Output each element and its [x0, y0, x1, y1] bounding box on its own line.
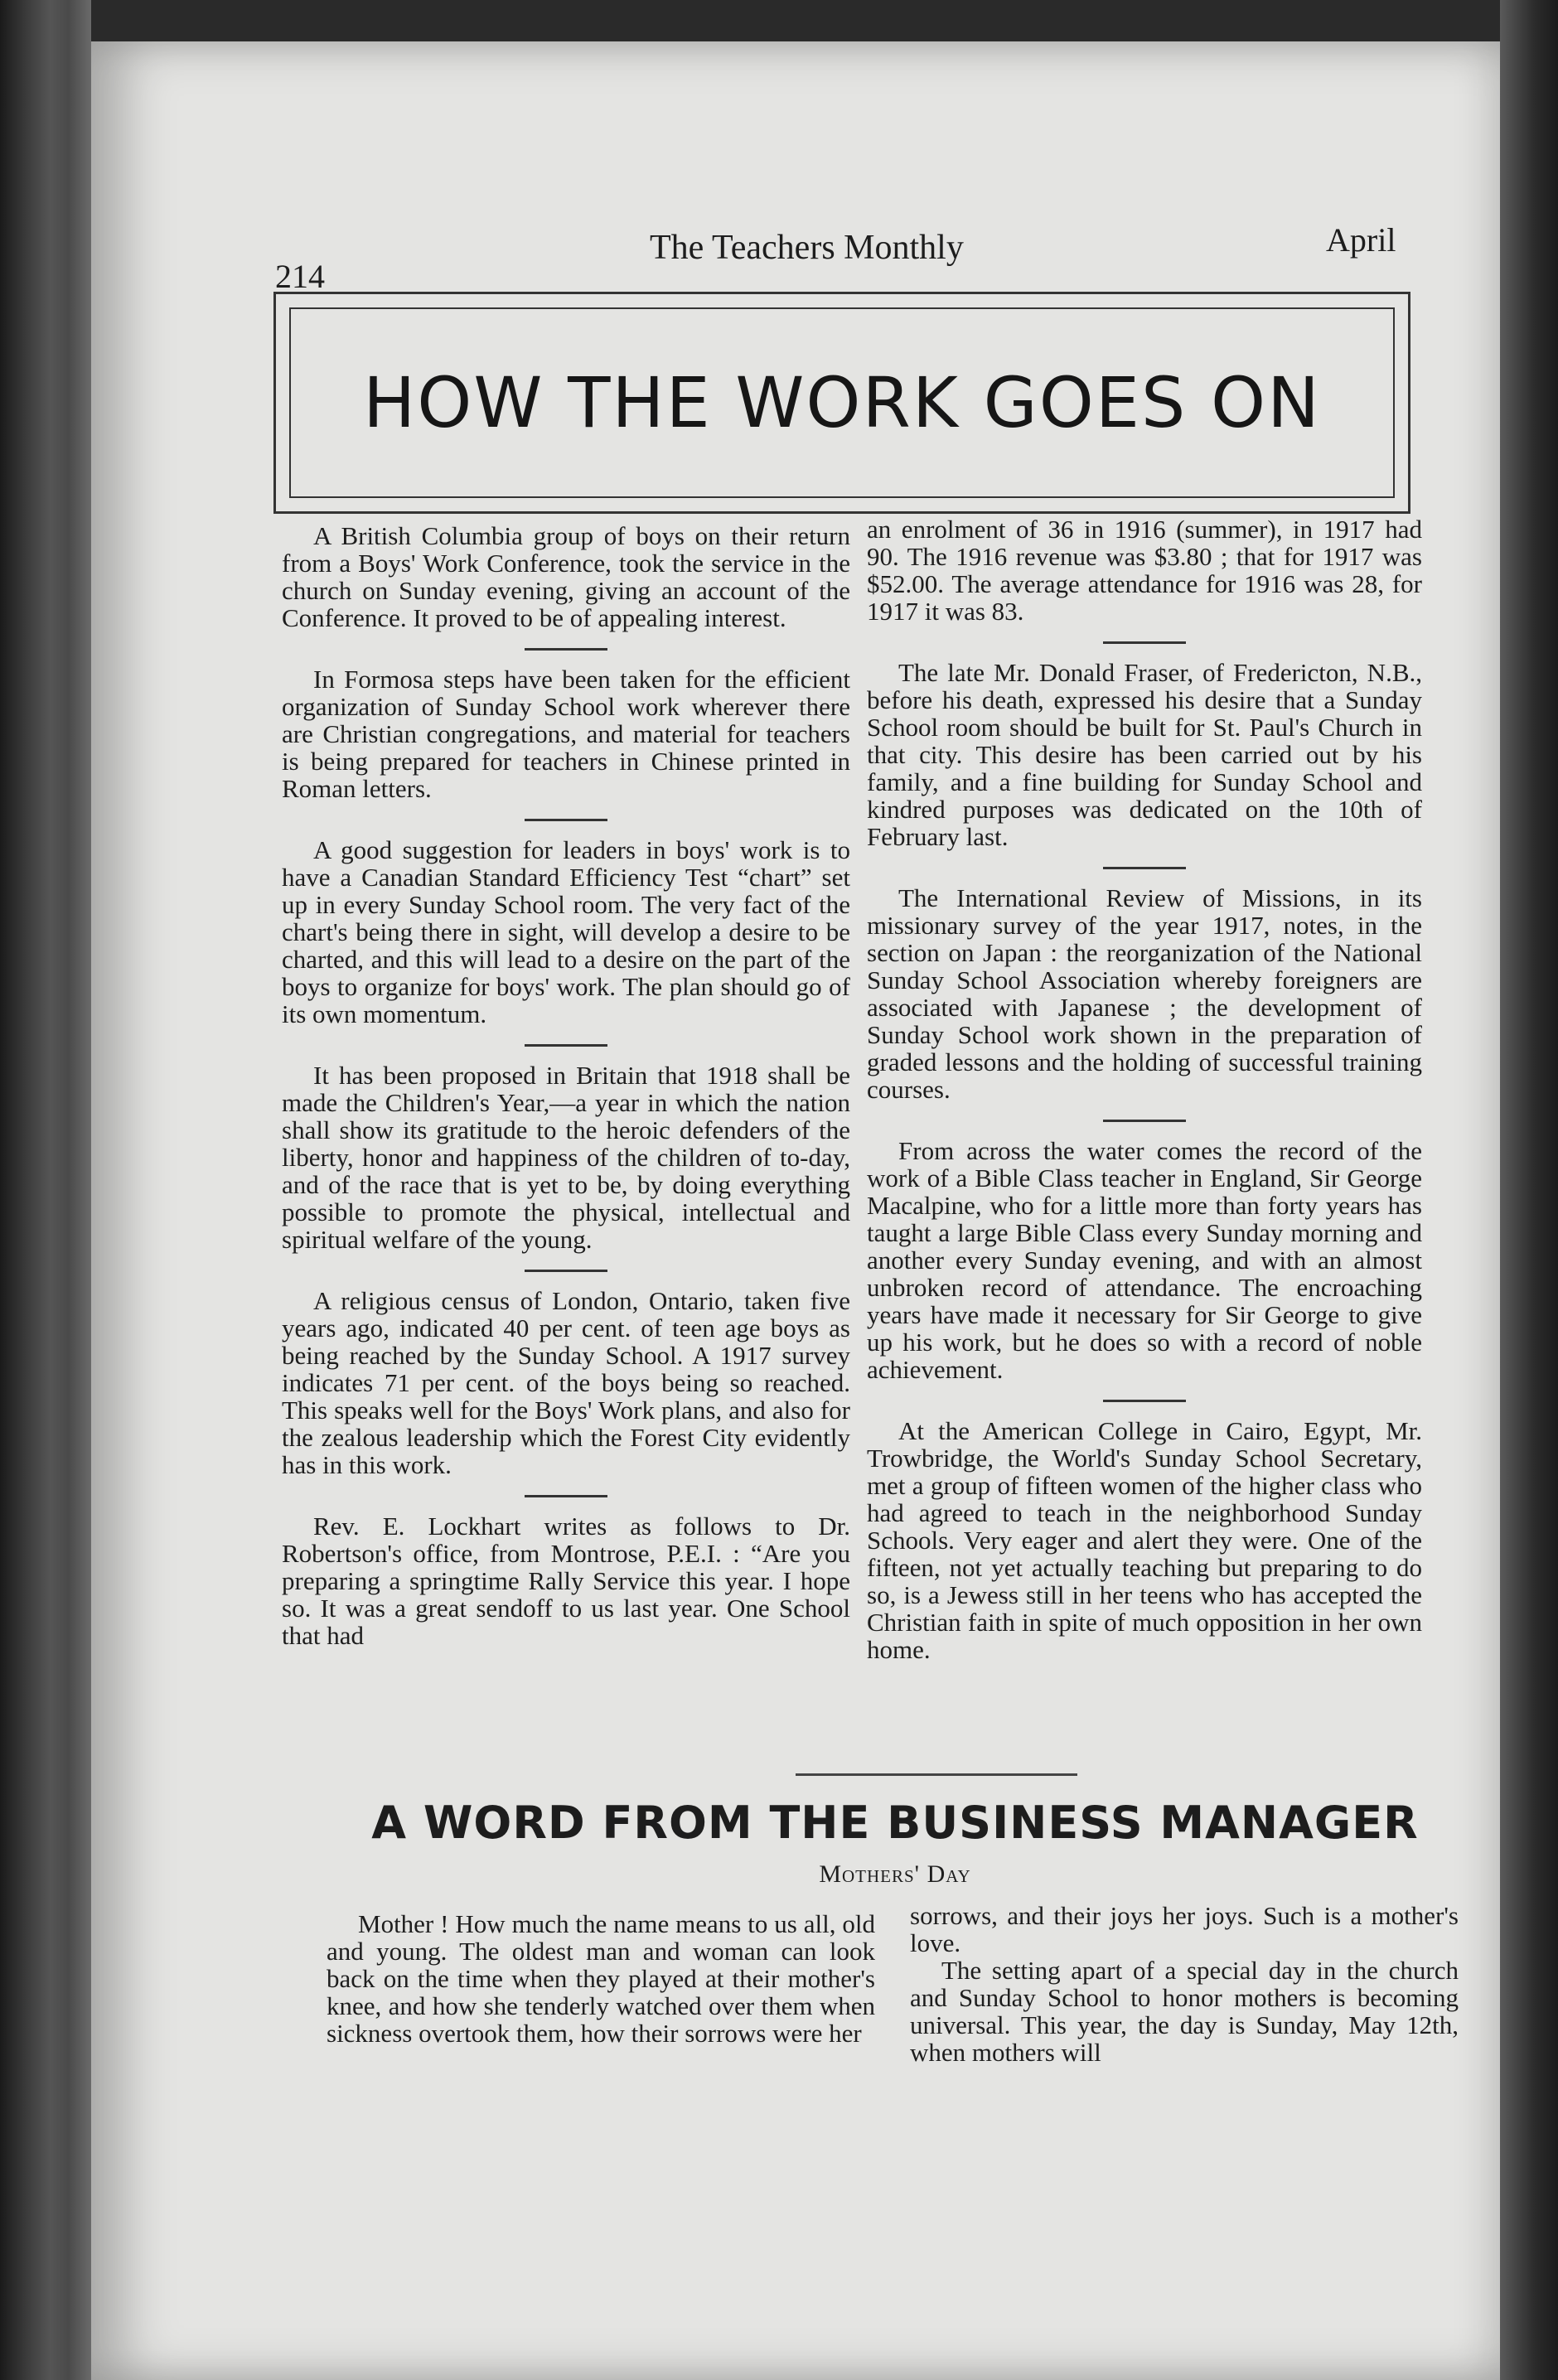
- separator-rule: [525, 1270, 607, 1272]
- title-frame: [273, 292, 1410, 514]
- separator-rule: [1103, 641, 1186, 644]
- separator-rule: [525, 648, 607, 651]
- separator-rule: [1103, 1400, 1186, 1402]
- journal-title: The Teachers Monthly: [650, 229, 964, 267]
- paragraph-cairo: At the American College in Cairo, Egypt, Mr. Trowbridge, the World's Sunday School Secretary, met a group of fifteen women of the higher class who had agreed to teach in the neighborhood Sunday Schools. Very eager and alert they were. One of the fifteen, not yet actually teaching but preparing to do so, is a Jewess still in her teens who has accepted the Christian faith in spite of much opposition in her own home.: [867, 1416, 1422, 1664]
- paragraph-formosa: In Formosa steps have been taken for the efficient organization of Sunday School work wherever there are Christian congregations, and material for teachers is being prepared for teachers in Chinese printed in Roman letters.: [282, 665, 850, 803]
- issue-month: April: [1326, 221, 1396, 259]
- separator-rule: [1103, 867, 1186, 869]
- paragraph-lockhart: Rev. E. Lockhart writes as follows to Dr. Robertson's office, from Montrose, P.E.I. : “Are you preparing a springtime Rally Service this year. I hope so. It was a great sendoff to us last year. One School that had: [282, 1512, 850, 1650]
- paragraph-efficiency-test: A good suggestion for leaders in boys' work is to have a Canadian Standard Efficiency Test “chart” set up in every Sunday School room. The very fact of the chart's being there in sight, will develop a desire to be charted, and this will lead to a desire on the part of the boys to organize for boys' work. The plan should go of its own momentum.: [282, 835, 850, 1028]
- title-frame-inner: [289, 307, 1395, 498]
- paragraph-mothers-day: The setting apart of a special day in the church and Sunday School to honor mothers is becoming universal. This year, the day is Sunday, May 12th, when mothers will: [910, 1956, 1459, 2067]
- separator-rule: [525, 1044, 607, 1047]
- paragraph-continuation: an enrolment of 36 in 1916 (summer), in 1917 had 90. The 1916 revenue was $3.80 ; that for 1917 was $52.00. The average attendance for 1916 was 28, for 1917 it was 83.: [867, 515, 1422, 626]
- right-column: [867, 515, 1422, 1663]
- separator-rule: [1103, 1120, 1186, 1122]
- business-right-column: [910, 1902, 1459, 2066]
- paragraph-macalpine: From across the water comes the record of the work of a Bible Class teacher in England, Sir George Macalpine, who for a little more than forty years has taught a large Bible Class every Sunday morning and another every Sunday evening, and with an almost unbroken record of attendance. The encroaching years have made it necessary for Sir George to give up his work, but he does so with a record of noble achievement.: [867, 1136, 1422, 1384]
- paragraph-fraser: The late Mr. Donald Fraser, of Fredericton, N.B., before his death, expressed his desire that a Sunday School room should be built for St. Paul's Church in that city. This desire has been carried out by his family, and a fine building for Sunday School and kindred purposes was dedicated on the 10th of February last.: [867, 658, 1422, 851]
- paragraph-missions-review: The International Review of Missions, in its missionary survey of the year 1917, notes, in the section on Japan : the reorganization of the National Sunday School Association whereby foreigners are associated with Japanese ; the development of Sunday School work shown in the preparation of graded lessons and the holding of successful training courses.: [867, 883, 1422, 1104]
- book-spine: [0, 0, 91, 2380]
- separator-rule: [525, 1495, 607, 1497]
- paragraph-bc-boys: A British Columbia group of boys on their return from a Boys' Work Conference, took the service in the church on Sunday evening, giving an account of the Conference. It proved to be of appealing interest.: [282, 521, 850, 632]
- paragraph-london-census: A religious census of London, Ontario, taken five years ago, indicated 40 per cent. of teen age boys as being reached by the Sunday School. A 1917 survey indicates 71 per cent. of the boys being so reached. This speaks well for the Boys' Work plans, and also for the zealous leadership which the Forest City evidently has in this work.: [282, 1286, 850, 1479]
- business-manager-subtitle: Mothers' Day: [819, 1860, 971, 1888]
- section-divider: [796, 1773, 1077, 1776]
- paragraph-mother: Mother ! How much the name means to us all, old and young. The oldest man and woman can look back on the time when they played at their mother's knee, and how she tenderly watched over them when sickness overtook them, how their sorrows were her: [327, 1909, 875, 2048]
- page-edge: [1500, 0, 1558, 2380]
- page-number: 214: [275, 258, 325, 295]
- paragraph-childrens-year: It has been proposed in Britain that 1918 shall be made the Children's Year,—a year in which the nation shall show its gratitude to the heroic defenders of the liberty, honor and happiness of the children of to-day, and of the race that is yet to be, by doing everything possible to promote the physical, intellectual and spiritual welfare of the young.: [282, 1061, 850, 1254]
- paragraph-mothers-love: sorrows, and their joys her joys. Such is a mother's love.: [910, 1901, 1459, 1957]
- separator-rule: [525, 819, 607, 821]
- business-manager-title: A WORD FROM THE BUSINESS MANAGER: [371, 1797, 1419, 1849]
- left-column: [282, 522, 850, 1649]
- business-left-column: [327, 1910, 875, 2047]
- section-title: HOW THE WORK GOES ON: [363, 362, 1321, 443]
